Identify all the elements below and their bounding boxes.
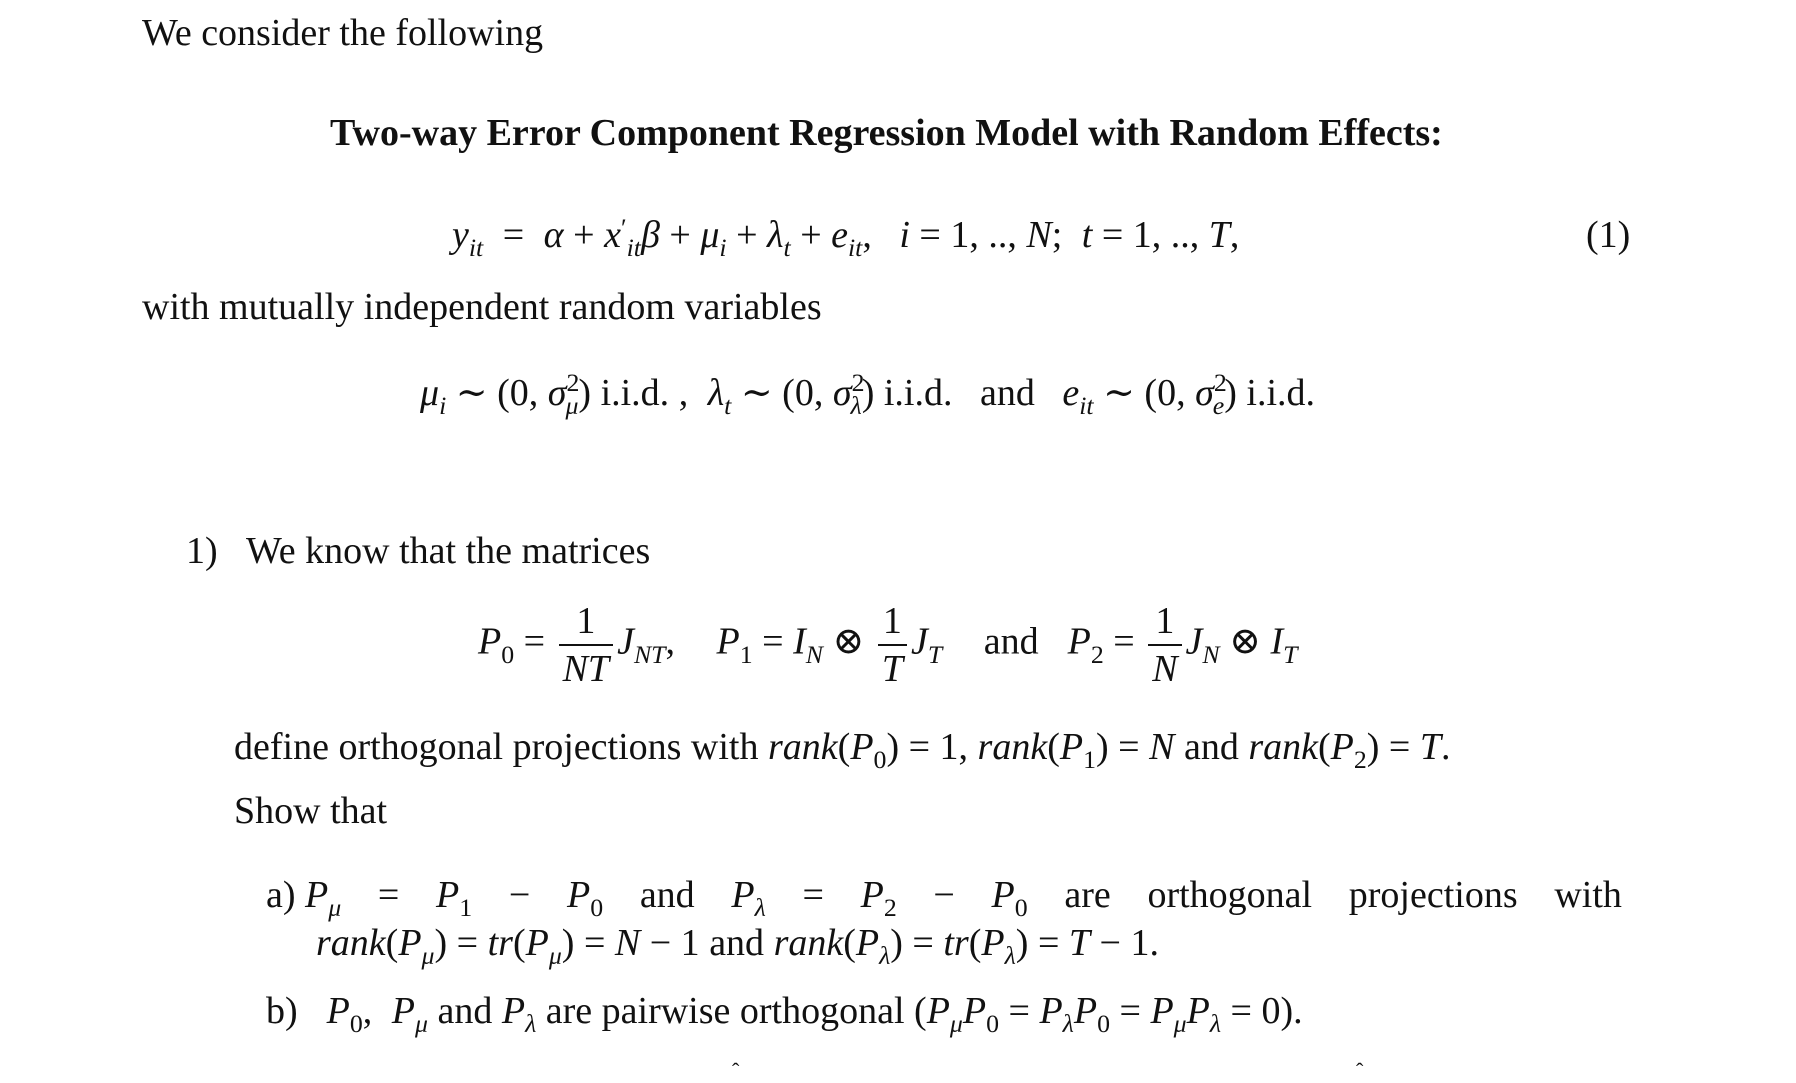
matrices-equation: $P_0$ = $\frac{1}{NT}$ $J_{NT}$, $P_1 = I_N$ ⊗ $\frac{1}{T}$ $J_T$ and $P_2$ = $\frac{1}{N}$ $J_N$ ⊗ $I_T$ [478,600,1298,690]
show-that: Show that [234,790,388,832]
iid-label-2: i.i.d. [883,372,953,414]
question-1 [186,532,650,570]
part-b-label: b) [266,990,298,1032]
fraction-1-over-nt: $\frac{1}{NT}$ [559,602,613,688]
and-label: and [979,372,1035,414]
part-b: b) $P_0$, $P_\mu$ and $P_\lambda$ are pairwise orthogonal $(P_\mu P_0 = P_\lambda P_0 = P_\mu P_\lambda = 0)$. [266,990,1303,1039]
define-line: define orthogonal projections with $rank(P_0) = 1$, $rank(P_1) = N$ and $rank(P_2) = T$. [234,726,1451,775]
define-text: define orthogonal projections with [234,726,759,768]
part-a-line-2: $rank(P_\mu) = tr(P_\mu) = N - 1$ and $rank(P_\lambda) = tr(P_\lambda) = T - 1$. [316,922,1159,971]
iid-label-1: i.i.d. [600,372,670,414]
intro-text: We consider the following [142,12,544,54]
model-title: Two-way Error Component Regression Model with Random Effects: [330,112,1443,154]
cropped-hat-mark-left: ˆ [732,1058,740,1083]
part-a-with: with [1554,874,1622,916]
iid-label-3: i.i.d. [1246,372,1316,414]
part-a-label: a) $P_\mu$ [266,874,342,923]
part-b-text: are pairwise orthogonal [545,990,905,1032]
part-a-and: and [639,874,695,916]
part-a-orthogonal: orthogonal [1147,874,1313,916]
question-1-label: 1) [186,530,218,572]
define-and: and [1183,726,1239,768]
matrices-and: and [983,620,1039,663]
part-a-line-1: a) $P_\mu$ = $P_1$ − $P_0$ and $P_\lambda$ = $P_2$ − $P_0$ are orthogonal projections with [266,874,1622,923]
with-text: with mutually independent random variables [142,286,822,328]
fraction-1-over-t: $\frac{1}{T}$ [878,602,907,688]
fraction-1-over-n: $\frac{1}{N}$ [1148,602,1181,688]
cropped-hat-mark-right: ˆ [1356,1058,1364,1083]
equation-1: $y_{it} = \alpha + x'_{it}\beta + \mu_i + \lambda_t + e_{it}$, i = 1, .., N; t = 1, .., T, [452,213,1240,263]
part-a-are: are [1064,874,1111,916]
part-b-and: and [437,990,493,1032]
distributions-equation: $\mu_i$ ∼ (0, $\sigma^2_\mu$) i.i.d. , $\lambda_t$ ∼ (0, $\sigma^2_\lambda$) i.i.d. and $e_{it}$ ∼ (0, $\sigma^2_e$) i.i.d. [420,367,1316,421]
question-1-text: We know that the matrices [245,530,651,572]
part-a-and-2: and [709,922,765,964]
part-a-projections: projections [1348,874,1518,916]
equation-number: (1) [1586,214,1631,256]
